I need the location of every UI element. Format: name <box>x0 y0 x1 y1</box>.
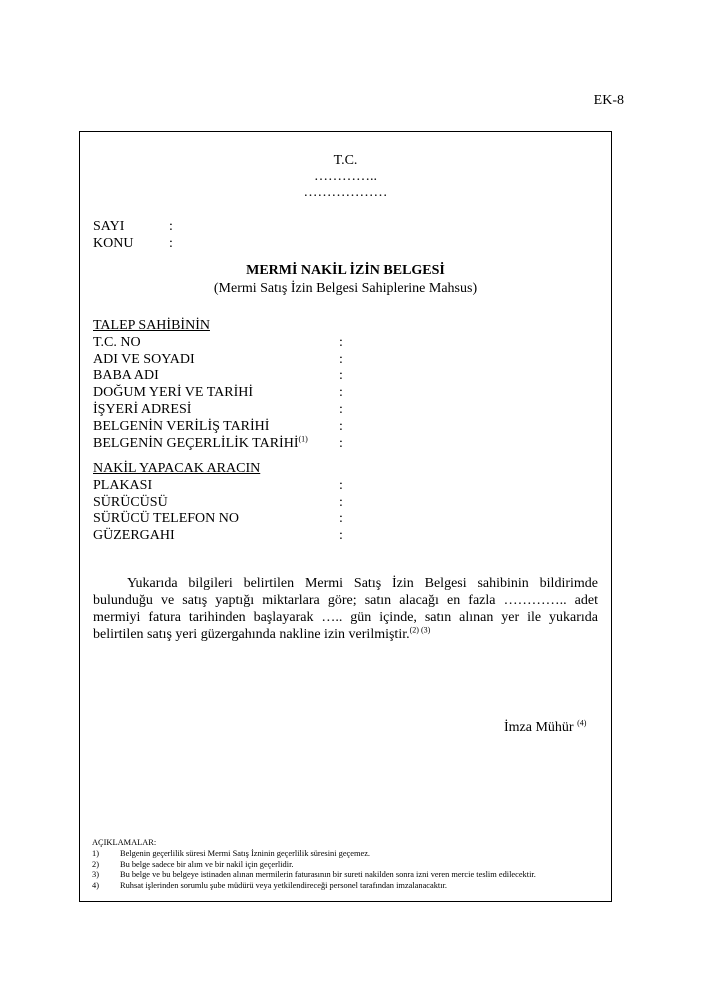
field-row <box>93 478 343 495</box>
field-separator: : <box>339 418 343 434</box>
field-row <box>93 352 343 369</box>
field-separator: : <box>339 511 343 527</box>
sayi-label: SAYI <box>93 219 125 234</box>
field-separator: : <box>339 528 343 544</box>
header-placeholder-1: ………….. <box>314 169 377 184</box>
explanation-item <box>92 881 536 892</box>
applicant-section <box>93 318 343 452</box>
document-subtitle: (Mermi Satış İzin Belgesi Sahiplerine Mahsus) <box>213 281 478 296</box>
footnote-ref: (2) (3) <box>409 625 431 635</box>
field-row <box>93 511 343 528</box>
applicant-heading: TALEP SAHİBİNİN <box>93 318 210 333</box>
field-row <box>93 402 343 419</box>
field-label: PLAKASI <box>93 477 153 493</box>
explanation-number: 3) <box>92 870 99 880</box>
explanation-text: Ruhsat işlerinden sorumlu şube müdürü veya yetkilendireceği personel tarafından imzalanacaktır. <box>120 881 447 891</box>
field-row <box>93 528 343 545</box>
annex-label: EK-8 <box>593 93 624 108</box>
explanation-text: Bu belge sadece bir alım ve bir nakil için geçerlidir. <box>120 859 294 869</box>
signature-label: İmza Mühür <box>504 720 574 735</box>
field-label: SÜRÜCÜSÜ <box>93 494 168 510</box>
field-label: SÜRÜCÜ TELEFON NO <box>93 511 239 527</box>
field-label: GÜZERGAHI <box>93 528 175 544</box>
field-separator: : <box>339 477 343 493</box>
field-separator: : <box>339 494 343 510</box>
field-row <box>93 433 343 453</box>
explanation-number: 4) <box>92 881 99 891</box>
vehicle-heading: NAKİL YAPACAK ARACIN <box>93 461 261 476</box>
field-row <box>93 495 343 512</box>
konu-label: KONU <box>93 236 134 251</box>
sayi-separator: : <box>169 219 173 234</box>
field-separator: : <box>339 385 343 401</box>
field-label: DOĞUM YERİ VE TARİHİ <box>93 385 254 401</box>
explanation-item <box>92 849 536 860</box>
konu-row <box>93 235 173 252</box>
sayi-row <box>93 218 173 235</box>
field-label-with-note <box>93 433 339 453</box>
field-label: T.C. NO <box>93 334 141 350</box>
field-row <box>93 368 343 385</box>
field-label: İŞYERİ ADRESİ <box>93 401 192 417</box>
explanations-heading: AÇIKLAMALAR: <box>92 838 157 847</box>
explanation-number: 2) <box>92 859 99 869</box>
signature-block <box>504 720 586 736</box>
field-row <box>93 385 343 402</box>
explanation-item <box>92 860 536 871</box>
field-label: ADI VE SOYADI <box>93 351 195 367</box>
explanation-item <box>92 870 536 881</box>
permit-text: Yukarıda bilgileri belirtilen Mermi Satış İzin Belgesi sahibinin bildirimde bulunduğu ve satış yaptığı miktarlara göre; satın alacağı en fazla ………….. adet mermiyi fatura tarihinden başlayarak ….. gün içinde, satın alınan yer ile yukarıda belirtilen satış yeri güzergahında nakline izin verilmiştir. <box>93 576 598 642</box>
konu-separator: : <box>169 236 173 251</box>
field-label: BELGENİN GEÇERLİLİK TARİHİ <box>93 435 299 451</box>
header-country: T.C. <box>333 153 358 168</box>
field-separator: : <box>339 334 343 350</box>
vehicle-section <box>93 461 343 545</box>
field-label: BABA ADI <box>93 368 159 384</box>
document-title: MERMİ NAKİL İZİN BELGESİ <box>246 263 445 278</box>
explanations <box>92 838 536 892</box>
explanation-number: 1) <box>92 848 99 858</box>
field-separator: : <box>339 351 343 367</box>
explanation-text: Belgenin geçerlilik süresi Mermi Satış İzninin geçerlilik süresini geçemez. <box>120 848 371 858</box>
document-frame <box>79 131 612 902</box>
field-row <box>93 335 343 352</box>
header-placeholder-2: ……………… <box>303 185 388 200</box>
explanation-text: Bu belge ve bu belgeye istinaden alınan mermilerin faturasının bir sureti nakilden sonra izni veren mercie teslim edilecektir. <box>120 870 536 880</box>
field-label: BELGENİN VERİLİŞ TARİHİ <box>93 418 270 434</box>
field-separator: : <box>339 401 343 417</box>
footnote-ref: (4) <box>577 718 587 728</box>
permit-paragraph <box>93 575 598 643</box>
reference-block <box>93 218 173 252</box>
field-separator: : <box>339 435 343 451</box>
footnote-ref: (1) <box>298 433 308 443</box>
field-separator: : <box>339 368 343 384</box>
